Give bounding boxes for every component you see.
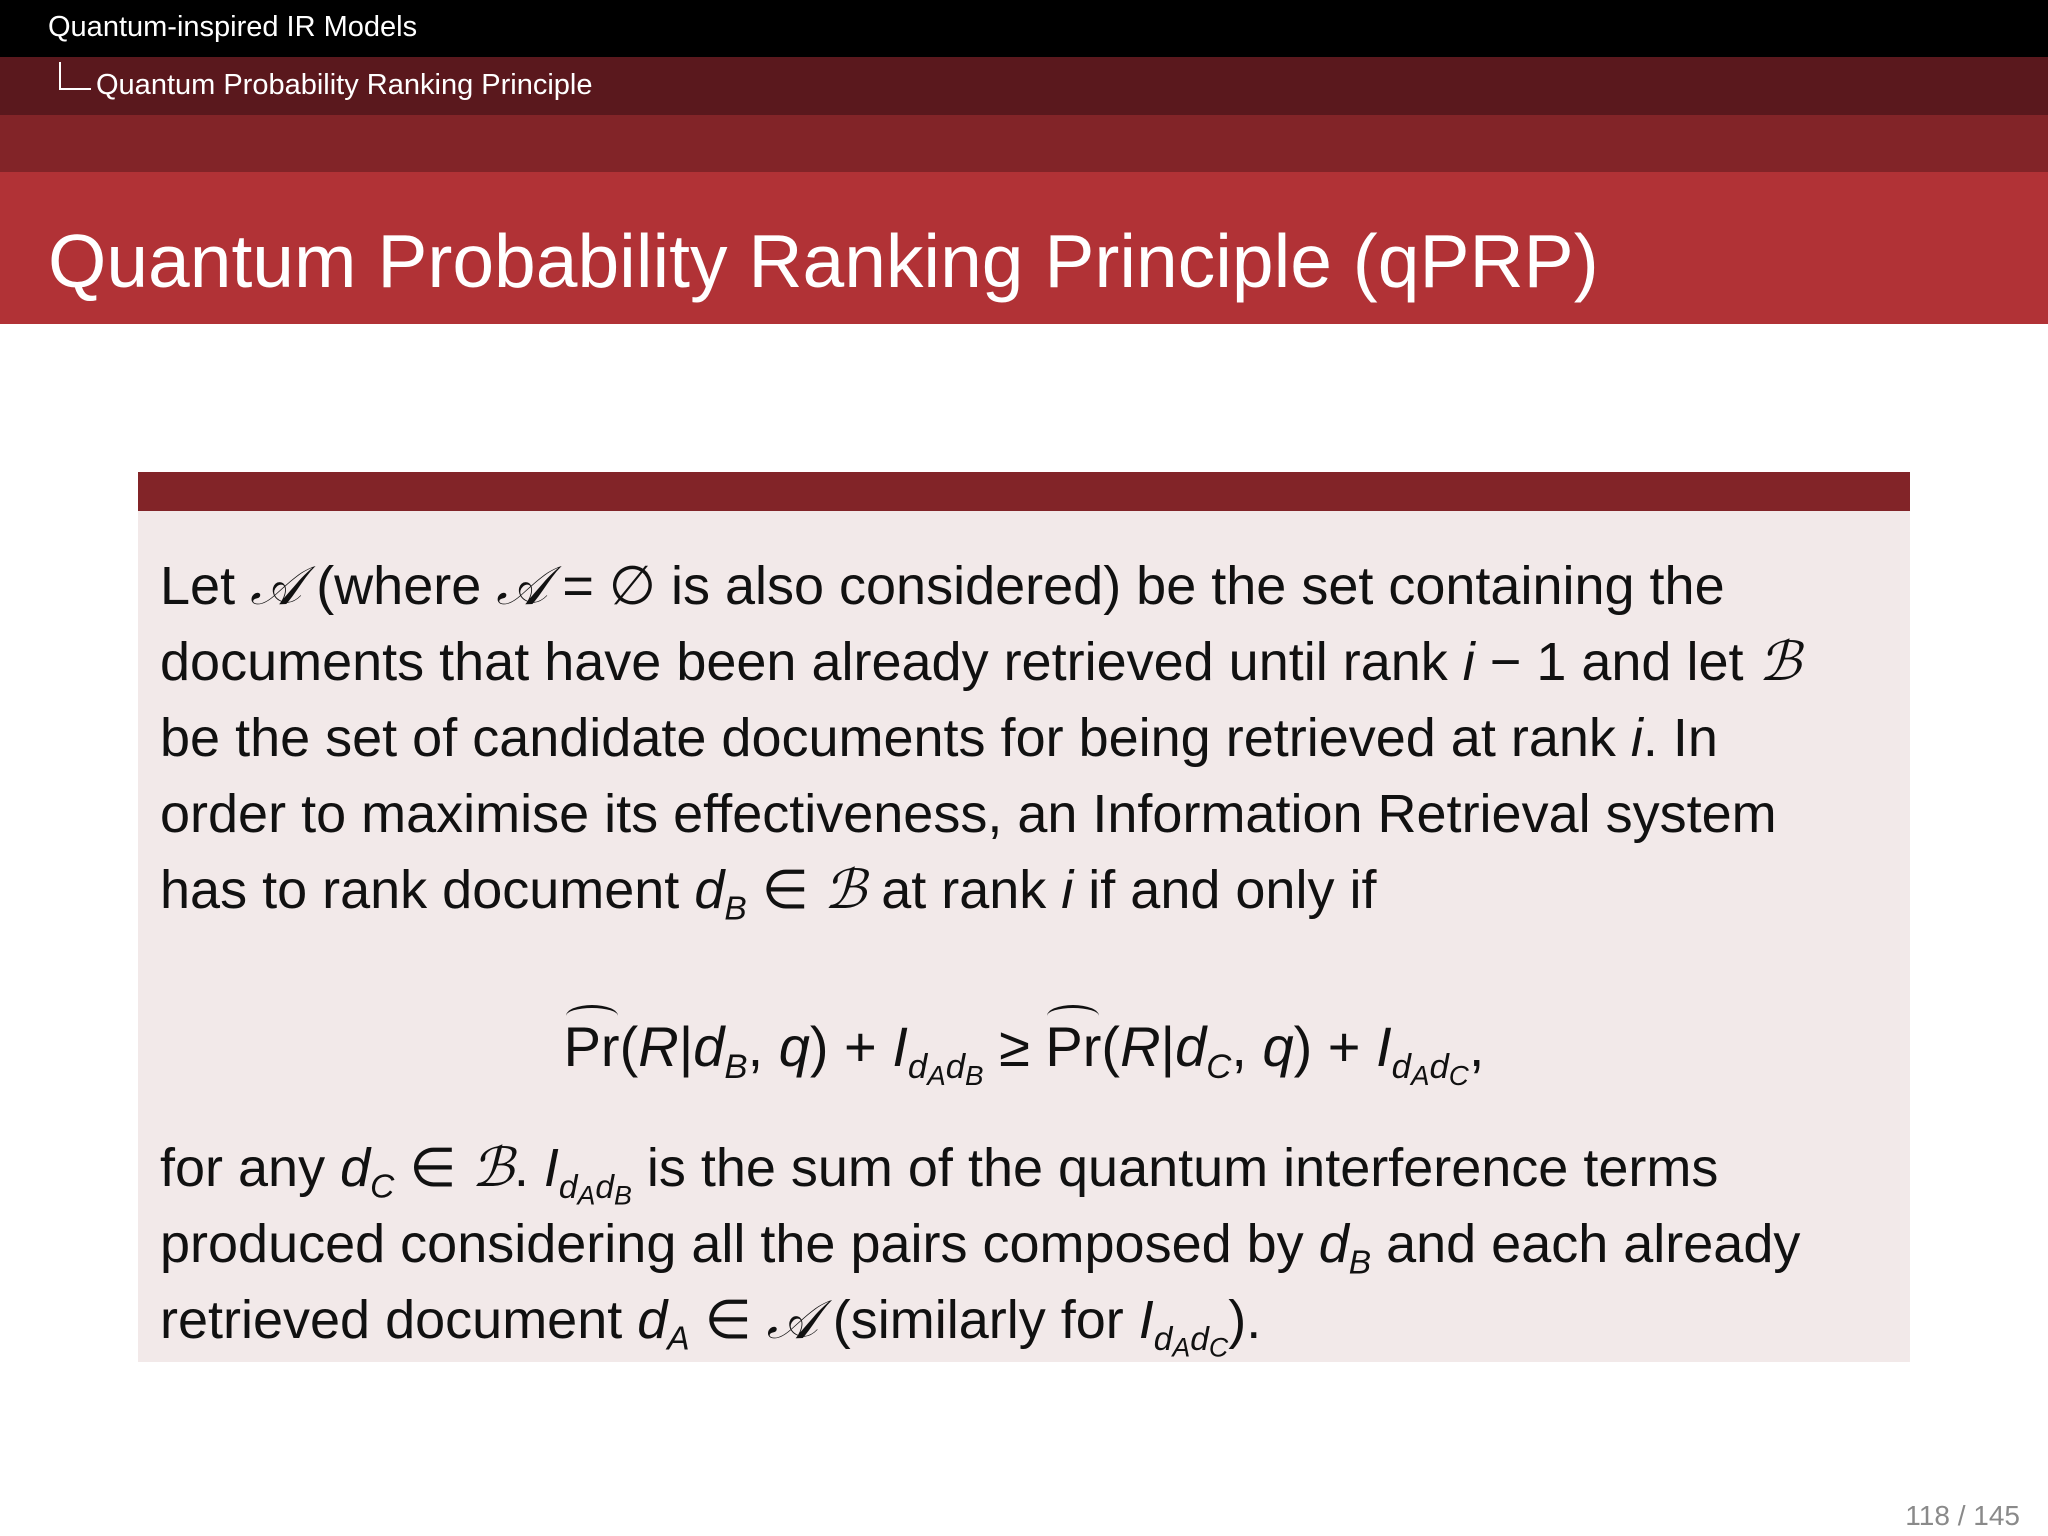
- math-subscript: C: [1206, 1048, 1232, 1087]
- frame-title: Quantum Probability Ranking Principle (qPRP): [48, 219, 1599, 303]
- text: is also considered) be the set containing the: [655, 556, 1725, 616]
- header-spacer-bar: [0, 115, 2048, 172]
- paragraph-line-1: [160, 554, 1725, 617]
- page-number: 118 / 145: [1905, 1500, 2020, 1531]
- text: (similarly for: [817, 1290, 1139, 1350]
- block-body: [138, 511, 1910, 1362]
- subsection-corner-icon: [59, 62, 91, 90]
- text: is the sum of the quantum interference terms: [631, 1138, 1719, 1198]
- math-d: d: [1175, 1015, 1207, 1078]
- text: |: [678, 1015, 694, 1078]
- text: produced considering all the pairs composed by: [160, 1214, 1319, 1274]
- text: if and only if: [1073, 860, 1377, 920]
- text: and each already: [1371, 1214, 1801, 1274]
- text: ).: [1228, 1290, 1262, 1350]
- text: ) +: [809, 1015, 893, 1078]
- math-subscript: C: [1448, 1060, 1469, 1092]
- text: documents that have been already retrieved until rank: [160, 632, 1463, 692]
- text: ∈: [394, 1138, 472, 1198]
- math-subscript: B: [965, 1060, 984, 1092]
- text: (: [1101, 1015, 1121, 1078]
- text: has to rank document: [160, 860, 695, 920]
- math-subscript: B: [1348, 1244, 1372, 1282]
- math-d: d: [1429, 1048, 1449, 1087]
- text: be the set of candidate documents for being retrieved at rank: [160, 708, 1631, 768]
- set-A-symbol: 𝒜: [496, 554, 548, 617]
- math-subscript: B: [724, 1048, 748, 1087]
- math-subscript: A: [577, 1180, 596, 1211]
- text: at rank: [866, 860, 1062, 920]
- section-title[interactable]: Quantum-inspired IR Models: [48, 11, 418, 43]
- paragraph-line-3: [160, 708, 1718, 768]
- text: for any: [160, 1138, 341, 1198]
- math-q: q: [778, 1015, 810, 1078]
- paragraph-line-5: [160, 858, 1377, 928]
- text: ≥: [983, 1015, 1046, 1078]
- text: ∈: [689, 1290, 767, 1350]
- interference-term: I: [1376, 1015, 1392, 1078]
- text: ,: [1231, 1015, 1263, 1078]
- interference-term: I: [1138, 1290, 1154, 1350]
- interference-term: I: [892, 1015, 908, 1078]
- math-d: d: [1190, 1320, 1209, 1358]
- math-subscript: C: [370, 1168, 395, 1206]
- set-B-symbol: ℬ: [471, 1136, 514, 1199]
- subsection-title[interactable]: Quantum Probability Ranking Principle: [96, 69, 593, 101]
- paragraph2-line-2: [160, 1214, 1801, 1282]
- math-i: i: [1630, 708, 1643, 768]
- text: ∈: [746, 860, 824, 920]
- empty-set-equation: = ∅: [547, 556, 656, 616]
- set-B-symbol: ℬ: [1758, 630, 1801, 693]
- math-R: R: [638, 1015, 679, 1078]
- text: ,: [747, 1015, 779, 1078]
- math-d: d: [1391, 1048, 1411, 1087]
- math-d: d: [1153, 1320, 1173, 1358]
- math-subscript: C: [1208, 1332, 1229, 1363]
- math-d: d: [694, 860, 725, 920]
- math-d: d: [945, 1048, 966, 1087]
- paragraph2-line-3: [160, 1288, 1262, 1363]
- text: |: [1160, 1015, 1176, 1078]
- definition-block: [138, 472, 1910, 1362]
- qprp-formula: [138, 1015, 1910, 1092]
- paragraph-line-2: [160, 630, 1801, 693]
- text: ) +: [1293, 1015, 1377, 1078]
- math-subscript: A: [1410, 1060, 1430, 1092]
- block-header: [138, 472, 1910, 511]
- math-d: d: [1318, 1214, 1349, 1274]
- text: (: [619, 1015, 639, 1078]
- text: (where: [301, 556, 497, 616]
- math-d: d: [693, 1015, 725, 1078]
- math-d: d: [340, 1138, 371, 1198]
- math-subscript: B: [613, 1180, 632, 1211]
- set-A-symbol: 𝒜: [250, 554, 302, 617]
- text: − 1 and let: [1474, 632, 1759, 692]
- math-d: d: [637, 1290, 668, 1350]
- math-subscript: A: [1172, 1332, 1191, 1363]
- text: . In: [1642, 708, 1718, 768]
- text: .: [513, 1138, 544, 1198]
- math-subscript: A: [667, 1320, 690, 1358]
- math-d: d: [907, 1048, 928, 1087]
- set-B-symbol: ℬ: [823, 858, 867, 921]
- text: Let: [160, 556, 236, 616]
- paragraph2-line-1: [160, 1136, 1719, 1211]
- math-q: q: [1262, 1015, 1294, 1078]
- math-i: i: [1061, 860, 1074, 920]
- math-R: R: [1120, 1015, 1161, 1078]
- estimated-probability: Pr: [1045, 1015, 1102, 1078]
- math-i: i: [1462, 632, 1475, 692]
- text: order to maximise its effectiveness, an Information Retrieval system: [160, 784, 1777, 844]
- text: retrieved document: [160, 1290, 638, 1350]
- header-section-bar: [0, 0, 2048, 57]
- text: ,: [1468, 1015, 1485, 1078]
- set-A-symbol: 𝒜: [766, 1288, 818, 1351]
- math-d: d: [558, 1168, 578, 1206]
- math-subscript: A: [927, 1060, 946, 1092]
- interference-term: I: [543, 1138, 559, 1198]
- paragraph-line-4: [160, 784, 1777, 844]
- math-d: d: [595, 1168, 614, 1206]
- math-subscript: B: [724, 890, 747, 928]
- estimated-probability: Pr: [563, 1015, 620, 1078]
